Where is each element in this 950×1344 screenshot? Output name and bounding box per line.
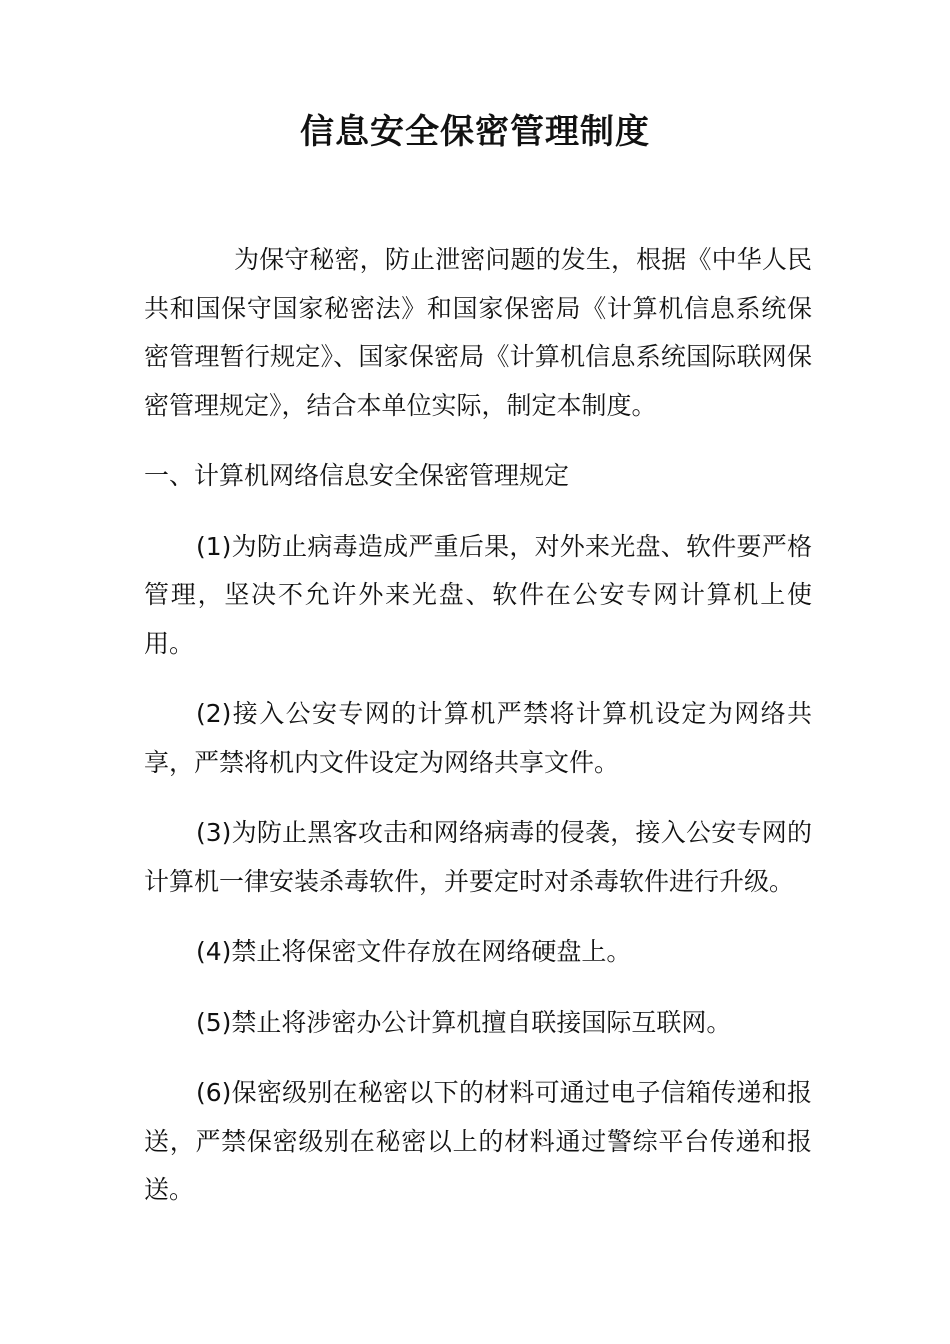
- rule-item-3: (3)为防止黑客攻击和网络病毒的侵袭，接入公安专网的计算机一律安装杀毒软件，并要定时对杀毒软件进行升级。: [144, 818, 812, 896]
- rule-item-1: (1)为防止病毒造成严重后果，对外来光盘、软件要严格管理，坚决不允许外来光盘、软件在公安专网计算机上使用。: [144, 531, 812, 658]
- rule-item-2: (2)接入公安专网的计算机严禁将计算机设定为网络共享，严禁将机内文件设定为网络共享文件。: [144, 699, 812, 777]
- rule-item-4: (4)禁止将保密文件存放在网络硬盘上。: [196, 937, 632, 966]
- document-title: 信息安全保密管理制度: [300, 112, 650, 152]
- section-heading: 一、计算机网络信息安全保密管理规定: [144, 461, 570, 490]
- rule-item-5: (5)禁止将涉密办公计算机擅自联接国际互联网。: [196, 1007, 732, 1037]
- rule-item-6: (6)保密级别在秘密以下的材料可通过电子信箱传递和报送，严禁保密级别在秘密以上的材料通过警综平台传递和报送。: [144, 1078, 812, 1204]
- document-body: [144, 236, 812, 1215]
- intro-paragraph: 为保守秘密，防止泄密问题的发生，根据《中华人民共和国保守国家秘密法》和国家保密局《计算机信息系统保密管理暂行规定》、国家保密局《计算机信息系统国际联网保密管理规定》，结合本单位实际，制定本制度。: [144, 245, 812, 420]
